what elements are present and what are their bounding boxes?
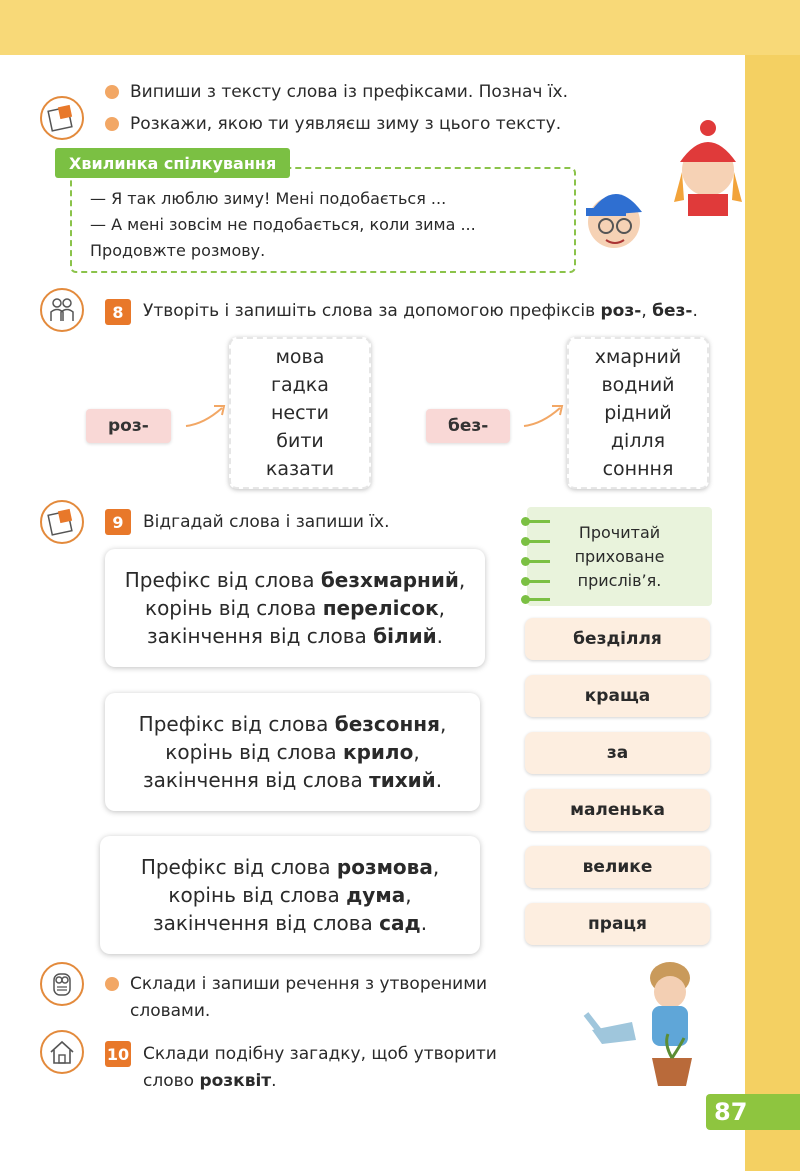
word-item: водний — [601, 374, 675, 396]
riddle-line: корінь від слова крило, — [165, 740, 420, 764]
task9-instruction: Відгадай слова і запиши їх. — [143, 512, 390, 532]
proverb-word: праця — [525, 903, 710, 945]
riddle-line: Префікс від слова безхмарний, — [124, 568, 466, 592]
riddle-card-3 — [100, 836, 480, 954]
proverb-word-list — [525, 618, 710, 945]
spiral-ring — [524, 560, 550, 563]
task8-prefix-1: роз- — [600, 301, 642, 321]
dialog-box — [70, 167, 576, 273]
word-item: нести — [271, 402, 329, 424]
pair-work-icon — [40, 288, 84, 332]
task-number-10: 10 — [105, 1041, 131, 1067]
riddle-line: закінчення від слова білий. — [146, 624, 444, 648]
bullet-dot — [105, 117, 119, 131]
riddle-line: закінчення від слова сад. — [152, 911, 428, 935]
word-card-roz — [229, 337, 371, 489]
task8-text: Утворіть і запишіть слова за допомогою префіксів — [143, 301, 601, 321]
word-card-bez — [567, 337, 709, 489]
task10-line-1: Склади подібну загадку, щоб утворити — [143, 1044, 497, 1064]
spiral-ring — [524, 520, 550, 523]
task-bullet-2: Розкажи, якою ти уявляєш зиму з цього тексту. — [130, 114, 562, 134]
dialog-title: Хвилинка спілкування — [55, 148, 290, 178]
dialog-line-3: Продовжте розмову. — [90, 241, 266, 260]
task10-end: . — [271, 1071, 277, 1091]
proverb-word: безділля — [525, 618, 710, 660]
sentence-task-line-2: словами. — [130, 1001, 211, 1021]
task10-word: розквіт — [199, 1071, 272, 1091]
word-item: казати — [265, 458, 335, 480]
puzzle-icon — [40, 96, 84, 140]
spiral-ring — [524, 598, 550, 601]
riddle-line: корінь від слова дума, — [168, 883, 412, 907]
proverb-word: маленька — [525, 789, 710, 831]
sentence-task-line-1: Склади і запиши речення з утвореними — [130, 974, 488, 994]
task8-sep: , — [641, 301, 653, 321]
task-bullet-1: Випиши з тексту слова із префіксами. Познач їх. — [130, 82, 569, 102]
task8-prefix-2: без- — [652, 301, 693, 321]
hint-note — [527, 507, 712, 606]
girl-watering-plant-photo — [572, 960, 712, 1088]
top-band — [0, 0, 800, 55]
word-item: бити — [276, 430, 324, 452]
task8-instruction — [143, 300, 698, 322]
hint-line: Прочитай — [578, 522, 661, 542]
word-item: ділля — [610, 430, 666, 452]
task-number-8: 8 — [105, 299, 131, 325]
task-number-9: 9 — [105, 509, 131, 535]
word-item: сонння — [602, 458, 674, 480]
task10-line-2 — [143, 1070, 277, 1092]
right-band — [745, 55, 800, 1171]
word-item: рідний — [604, 402, 672, 424]
arrow-icon — [184, 400, 230, 430]
owl-icon — [40, 962, 84, 1006]
page-number: 87 — [706, 1094, 800, 1130]
word-item: мова — [275, 346, 325, 368]
children-illustration — [584, 112, 744, 262]
word-item: гадка — [271, 374, 329, 396]
bullet-dot — [105, 85, 119, 99]
riddle-card-1 — [105, 549, 485, 667]
proverb-word: велике — [525, 846, 710, 888]
riddle-line: Префікс від слова розмова, — [140, 855, 440, 879]
riddle-line: Префікс від слова безсоння, — [138, 712, 447, 736]
dialog-line-2: — А мені зовсім не подобається, коли зима ... — [90, 215, 476, 234]
riddle-line: закінчення від слова тихий. — [142, 768, 443, 792]
prefix-tag-roz: роз- — [86, 409, 171, 443]
dialog-line-1: — Я так люблю зиму! Мені подобається ... — [90, 189, 447, 208]
prefix-tag-bez: без- — [426, 409, 510, 443]
spiral-ring — [524, 580, 550, 583]
hint-line: прислів’я. — [577, 570, 662, 590]
task8-end: . — [692, 301, 698, 321]
hint-line: приховане — [574, 546, 665, 566]
riddle-line: корінь від слова перелісок, — [144, 596, 446, 620]
arrow-icon — [522, 400, 568, 430]
home-icon — [40, 1030, 84, 1074]
task10-text: слово — [143, 1071, 200, 1091]
bullet-dot — [105, 977, 119, 991]
word-item: хмарний — [594, 346, 682, 368]
proverb-word: за — [525, 732, 710, 774]
riddle-card-2 — [105, 693, 480, 811]
proverb-word: краща — [525, 675, 710, 717]
spiral-ring — [524, 540, 550, 543]
puzzle-icon — [40, 500, 84, 544]
